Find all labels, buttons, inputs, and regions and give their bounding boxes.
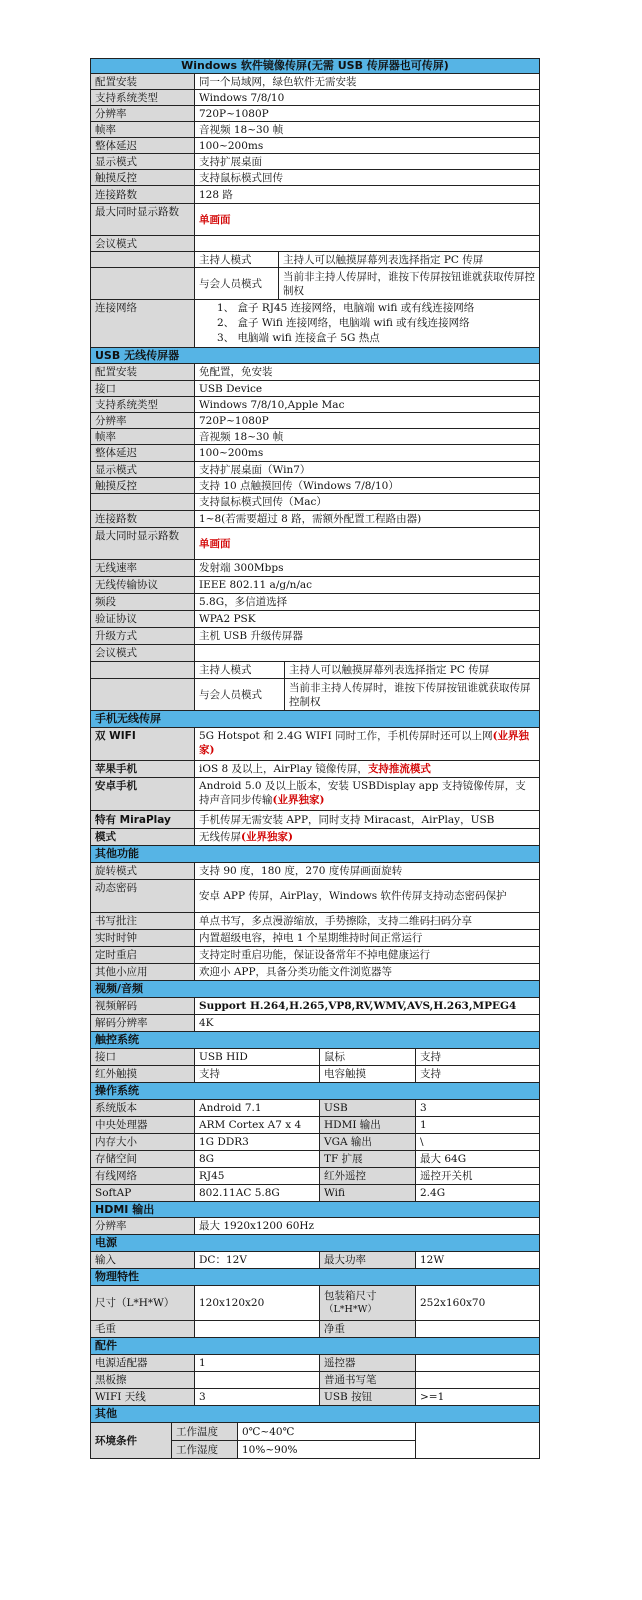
spec-label: 接口 (91, 1049, 195, 1065)
spec-value: Windows 7/8/10 (199, 91, 285, 104)
spec-row (90, 728, 540, 761)
spec-label: 苹果手机 (91, 761, 195, 777)
power-title: 电源 (91, 1235, 539, 1251)
hdmi-title: HDMI 输出 (91, 1202, 539, 1217)
spec-sublabel: 与会人员模式 (195, 679, 285, 710)
spec-label: USB 按钮 (320, 1389, 416, 1405)
spec-row (90, 863, 540, 880)
spec-label: 模式 (91, 829, 195, 845)
spec-value (195, 1372, 320, 1388)
environment-subrow (172, 1441, 415, 1458)
exclusive-tag: (业界独家) (272, 794, 325, 806)
spec-row (90, 138, 540, 154)
spec-value: 音视频 18~30 帧 (199, 430, 284, 443)
spec-row (90, 1355, 540, 1372)
spec-row (90, 1321, 540, 1338)
spec-label: 中央处理器 (91, 1117, 195, 1133)
spec-label: 电容触摸 (320, 1066, 416, 1082)
spec-row (90, 947, 540, 964)
spec-value: 单点书写，多点漫游缩放，手势擦除，支持二维码扫码分享 (199, 915, 472, 927)
spec-label: 解码分辨率 (91, 1015, 195, 1031)
spec-value-list (195, 300, 539, 347)
section-header-video-audio (90, 981, 540, 998)
spec-row (90, 122, 540, 138)
spec-row (90, 998, 540, 1015)
spec-row-environment (90, 1423, 540, 1459)
spec-label: 会议模式 (91, 236, 195, 251)
empty-cell (416, 1423, 539, 1458)
spec-row (90, 1286, 540, 1321)
spec-value: 2.4G (420, 1187, 446, 1199)
spec-value (195, 645, 539, 661)
spec-label: 环境条件 (91, 1423, 172, 1458)
spec-label: 配置安装 (91, 364, 195, 380)
spec-label: 内存大小 (91, 1134, 195, 1150)
exclusive-tag: (业界独家) (241, 831, 293, 843)
spec-row (90, 478, 540, 494)
spec-value: 主机 USB 升级传屏器 (199, 630, 303, 642)
section-header-windows (90, 58, 540, 74)
spec-value: 支持 (195, 1066, 320, 1082)
exclusive-tag: (业界独家) (199, 730, 530, 756)
spec-label: 红外遥控 (320, 1168, 416, 1184)
spec-row (90, 594, 540, 611)
os-title: 操作系统 (91, 1083, 539, 1099)
spec-value: 1 (195, 1355, 320, 1371)
spec-row (90, 611, 540, 628)
spec-label: 最大同时显示路数 (91, 528, 195, 559)
spec-row (90, 1100, 540, 1117)
spec-value: 4K (199, 1017, 214, 1029)
spec-row (90, 252, 540, 268)
section-header-os (90, 1083, 540, 1100)
spec-label: 分辨率 (91, 413, 195, 428)
usb-title: USB 无线传屏器 (91, 348, 539, 363)
spec-row (90, 913, 540, 930)
spec-value: IEEE 802.11 a/g/n/ac (199, 579, 313, 591)
spec-value: 最大 1920x1200 60Hz (199, 1220, 315, 1232)
spec-label: 净重 (320, 1321, 416, 1337)
spec-label: 连接网络 (91, 300, 195, 347)
environment-subtable (172, 1423, 416, 1458)
spec-value (416, 1355, 539, 1371)
spec-label: SoftAP (91, 1185, 195, 1201)
spec-text: iOS 8 及以上，AirPlay 镜像传屏， (199, 763, 368, 775)
spec-value: 最大 64G (420, 1153, 467, 1165)
spec-value: 手机传屏无需安装 APP，同时支持 Miracast，AirPlay，USB (199, 813, 495, 826)
spec-label: 触摸反控 (91, 478, 195, 493)
spec-row (90, 170, 540, 186)
spec-value: 支持扩展桌面 (199, 155, 262, 168)
spec-value: 内置超级电容，掉电 1 个星期维持时间正常运行 (199, 932, 423, 944)
environment-subrow (172, 1423, 415, 1441)
spec-label: 显示模式 (91, 154, 195, 169)
spec-row (90, 1049, 540, 1066)
spec-value: USB Device (199, 382, 263, 395)
spec-value (195, 728, 539, 760)
spec-value: 120x120x20 (195, 1286, 320, 1320)
spec-sublabel: 工作温度 (172, 1423, 238, 1440)
spec-value: Windows 7/8/10,Apple Mac (199, 398, 345, 411)
spec-value: USB HID (195, 1049, 320, 1065)
spec-row (90, 1015, 540, 1032)
spec-label: 尺寸（L*H*W） (91, 1286, 195, 1320)
video-audio-title: 视频/音频 (91, 981, 539, 997)
spec-row (90, 1372, 540, 1389)
spec-label: 帧率 (91, 122, 195, 137)
spec-value: 主持人可以触摸屏幕列表选择指定 PC 传屏 (289, 664, 490, 676)
spec-value: 发射端 300Mbps (199, 562, 284, 574)
spec-label: 其他小应用 (91, 964, 195, 980)
spec-row (90, 204, 540, 236)
spec-value: 8G (195, 1151, 320, 1167)
spec-row (90, 560, 540, 577)
spec-label: 普通书写笔 (320, 1372, 416, 1388)
spec-value: \ (420, 1136, 424, 1148)
spec-row (90, 964, 540, 981)
list-item: 3、 电脑端 wifi 连接盒子 5G 热点 (217, 332, 380, 344)
section-header-other-functions (90, 846, 540, 863)
spec-row (90, 462, 540, 478)
spec-label: 帧率 (91, 429, 195, 444)
spec-label: 配置安装 (91, 74, 195, 89)
spec-label: 最大功率 (320, 1252, 416, 1268)
spec-label: 会议模式 (91, 645, 195, 661)
spec-row (90, 528, 540, 560)
spec-value: 支持 90 度，180 度，270 度传屏画面旋转 (199, 865, 403, 877)
spec-row (90, 679, 540, 711)
spec-label: 黑板擦 (91, 1372, 195, 1388)
spec-value (416, 1321, 539, 1337)
section-header-hdmi (90, 1202, 540, 1218)
phone-title: 手机无线传屏 (91, 711, 539, 727)
windows-title: Windows 软件镜像传屏(无需 USB 传屏器也可传屏) (91, 59, 539, 73)
spec-value: 主持人可以触摸屏幕列表选择指定 PC 传屏 (283, 253, 484, 266)
spec-value: >=1 (420, 1391, 445, 1403)
spec-label: 书写批注 (91, 913, 195, 929)
physical-title: 物理特性 (91, 1269, 539, 1285)
spec-label: 定时重启 (91, 947, 195, 963)
list-item: 2、 盒子 Wifi 连接网络，电脑端 wifi 或有线连接网络 (217, 317, 470, 329)
spec-row (90, 628, 540, 645)
spec-row (90, 381, 540, 397)
spec-value: DC：12V (195, 1252, 320, 1268)
spec-row (90, 1218, 540, 1235)
spec-value (195, 829, 539, 845)
spec-row (90, 880, 540, 913)
spec-label: 分辨率 (91, 106, 195, 121)
spec-text: 无线传屏 (199, 831, 241, 843)
spec-label: 动态密码 (91, 880, 195, 912)
spec-value: ARM Cortex A7 x 4 (195, 1117, 320, 1133)
spec-row (90, 494, 540, 511)
spec-row (90, 761, 540, 778)
spec-row (90, 1389, 540, 1406)
spec-row (90, 645, 540, 662)
spec-sublabel: 主持人模式 (195, 252, 279, 267)
spec-value: 单画面 (199, 537, 231, 550)
spec-value: 当前非主持人传屏时，谁按下传屏按钮谁就获取传屏控制权 (289, 681, 531, 708)
spec-value (195, 1321, 320, 1337)
spec-label: USB (320, 1100, 416, 1116)
accessories-title: 配件 (91, 1338, 539, 1354)
spec-label: 鼠标 (320, 1049, 416, 1065)
spec-value (195, 236, 539, 251)
spec-value: 0℃~40℃ (242, 1425, 295, 1438)
spec-row (90, 413, 540, 429)
spec-row (90, 778, 540, 811)
spec-label: 输入 (91, 1252, 195, 1268)
spec-row (90, 662, 540, 679)
spec-label-line: （L*H*W） (324, 1304, 377, 1315)
spec-label-line: 包装箱尺寸 (324, 1290, 377, 1302)
spec-value: 802.11AC 5.8G (195, 1185, 320, 1201)
spec-value: 当前非主持人传屏时，谁按下传屏按钮谁就获取传屏控制权 (283, 270, 535, 297)
spec-row (90, 930, 540, 947)
spec-row (90, 268, 540, 300)
section-header-physical (90, 1269, 540, 1286)
spec-label: TF 扩展 (320, 1151, 416, 1167)
spec-label: 升级方式 (91, 628, 195, 644)
spec-label: 毛重 (91, 1321, 195, 1337)
spec-value: 同一个局域网，绿色软件无需安装 (199, 75, 357, 88)
section-header-power (90, 1235, 540, 1252)
spec-value: 100~200ms (199, 447, 264, 459)
spec-label: 存储空间 (91, 1151, 195, 1167)
other-functions-title: 其他功能 (91, 846, 539, 862)
spec-value (416, 1372, 539, 1388)
spec-label: 实时时钟 (91, 930, 195, 946)
spec-value: RJ45 (195, 1168, 320, 1184)
spec-row (90, 186, 540, 204)
spec-label (320, 1286, 416, 1320)
spec-label (91, 268, 195, 299)
spec-value: 3 (195, 1389, 320, 1405)
spec-label: 最大同时显示路数 (91, 204, 195, 235)
list-item: 1、 盒子 RJ45 连接网络，电脑端 wifi 或有线连接网络 (217, 302, 475, 314)
spec-value: 720P~1080P (199, 414, 269, 427)
spec-text: Android 5.0 及以上版本，安装 USBDisplay app 支持镜像传屏，支持声音同步传输 (199, 780, 526, 806)
spec-label: 触摸反控 (91, 170, 195, 185)
spec-label: 有线网络 (91, 1168, 195, 1184)
section-header-accessories (90, 1338, 540, 1355)
spec-value: 10%~90% (242, 1443, 298, 1456)
spec-row (90, 397, 540, 413)
spec-row (90, 1066, 540, 1083)
spec-row (90, 511, 540, 528)
spec-value: 5.8G，多信道选择 (199, 596, 288, 608)
spec-label: 分辨率 (91, 1218, 195, 1234)
spec-label: 连接路数 (91, 511, 195, 527)
spec-value: 3 (420, 1102, 427, 1114)
spec-value: 128 路 (199, 188, 233, 201)
spec-value: 100~200ms (199, 139, 264, 152)
spec-label: 整体延迟 (91, 138, 195, 153)
spec-value: 支持扩展桌面（Win7） (199, 463, 311, 476)
spec-row (90, 106, 540, 122)
spec-label: 无线速率 (91, 560, 195, 576)
spec-row (90, 1252, 540, 1269)
spec-label: 红外触摸 (91, 1066, 195, 1082)
spec-label: 连接路数 (91, 186, 195, 203)
spec-value: 1~8(若需要超过 8 路，需额外配置工程路由器) (199, 513, 422, 525)
spec-label: 验证协议 (91, 611, 195, 627)
spec-value: Android 7.1 (195, 1100, 320, 1116)
spec-row (90, 829, 540, 846)
exclusive-tag: 支持推流模式 (367, 763, 431, 775)
spec-row (90, 300, 540, 348)
spec-sheet (90, 58, 540, 1459)
spec-label (91, 494, 195, 510)
spec-sublabel: 工作湿度 (172, 1441, 238, 1458)
spec-label: 频段 (91, 594, 195, 610)
spec-row (90, 364, 540, 381)
spec-value: 支持 (420, 1051, 441, 1063)
spec-value: 支持定时重启功能，保证设备常年不掉电健康运行 (199, 949, 430, 961)
spec-label: 接口 (91, 381, 195, 396)
spec-value: 欢迎小 APP，具备分类功能文件浏览器等 (199, 966, 393, 978)
spec-row (90, 74, 540, 90)
spec-value: 支持 (420, 1068, 441, 1080)
spec-label: 视频解码 (91, 998, 195, 1014)
spec-value: 1G DDR3 (195, 1134, 320, 1150)
spec-label: VGA 输出 (320, 1134, 416, 1150)
spec-row (90, 1168, 540, 1185)
spec-label: 电源适配器 (91, 1355, 195, 1371)
spec-value: WPA2 PSK (199, 613, 256, 625)
other-title: 其他 (91, 1406, 539, 1422)
spec-label: 支持系统类型 (91, 397, 195, 412)
spec-row (90, 1117, 540, 1134)
spec-value: 支持鼠标模式回传 (199, 171, 283, 184)
spec-label: 特有 MiraPlay (91, 811, 195, 828)
spec-value: 支持 10 点触摸回传（Windows 7/8/10） (199, 479, 399, 492)
spec-value: 252x160x70 (420, 1297, 486, 1309)
spec-row (90, 429, 540, 445)
spec-row (90, 1134, 540, 1151)
spec-row (90, 811, 540, 829)
spec-sublabel: 主持人模式 (195, 662, 285, 678)
spec-value: 免配置，免安装 (199, 366, 273, 378)
spec-label: 无线传输协议 (91, 577, 195, 593)
spec-value: 音视频 18~30 帧 (199, 123, 284, 136)
spec-label: 安卓手机 (91, 778, 195, 810)
spec-label (91, 252, 195, 267)
spec-value: 720P~1080P (199, 107, 269, 120)
spec-text: 5G Hotspot 和 2.4G WIFI 同时工作，手机传屏时还可以上网 (199, 730, 493, 742)
spec-label (91, 679, 195, 710)
spec-value: Support H.264,H.265,VP8,RV,WMV,AVS,H.263,MPEG4 (199, 1000, 517, 1012)
touch-title: 触控系统 (91, 1032, 539, 1048)
spec-value: 12W (420, 1254, 445, 1266)
spec-value: 安卓 APP 传屏，AirPlay，Windows 软件传屏支持动态密码保护 (199, 890, 507, 902)
spec-row (90, 445, 540, 462)
spec-value: 遥控开关机 (420, 1170, 473, 1182)
spec-value: 1 (420, 1119, 427, 1131)
spec-row (90, 236, 540, 252)
section-header-usb (90, 348, 540, 364)
spec-value (195, 778, 539, 810)
spec-row (90, 154, 540, 170)
spec-row (90, 1151, 540, 1168)
spec-label: 旋转模式 (91, 863, 195, 879)
spec-value: 单画面 (199, 213, 231, 226)
spec-row (90, 577, 540, 594)
spec-label: 整体延迟 (91, 445, 195, 461)
spec-label: 遥控器 (320, 1355, 416, 1371)
spec-label: 显示模式 (91, 462, 195, 477)
spec-label: 系统版本 (91, 1100, 195, 1116)
spec-sublabel: 与会人员模式 (195, 268, 279, 299)
section-header-touch (90, 1032, 540, 1049)
section-header-other (90, 1406, 540, 1423)
spec-label (91, 662, 195, 678)
spec-row (90, 90, 540, 106)
spec-label: Wifi (320, 1185, 416, 1201)
spec-label: WIFI 天线 (91, 1389, 195, 1405)
spec-label: 双 WIFI (91, 728, 195, 760)
spec-value: 支持鼠标模式回传（Mac） (199, 496, 327, 508)
spec-label: 支持系统类型 (91, 90, 195, 105)
spec-row (90, 1185, 540, 1202)
spec-label: HDMI 输出 (320, 1117, 416, 1133)
section-header-phone (90, 711, 540, 728)
spec-value (195, 761, 539, 777)
